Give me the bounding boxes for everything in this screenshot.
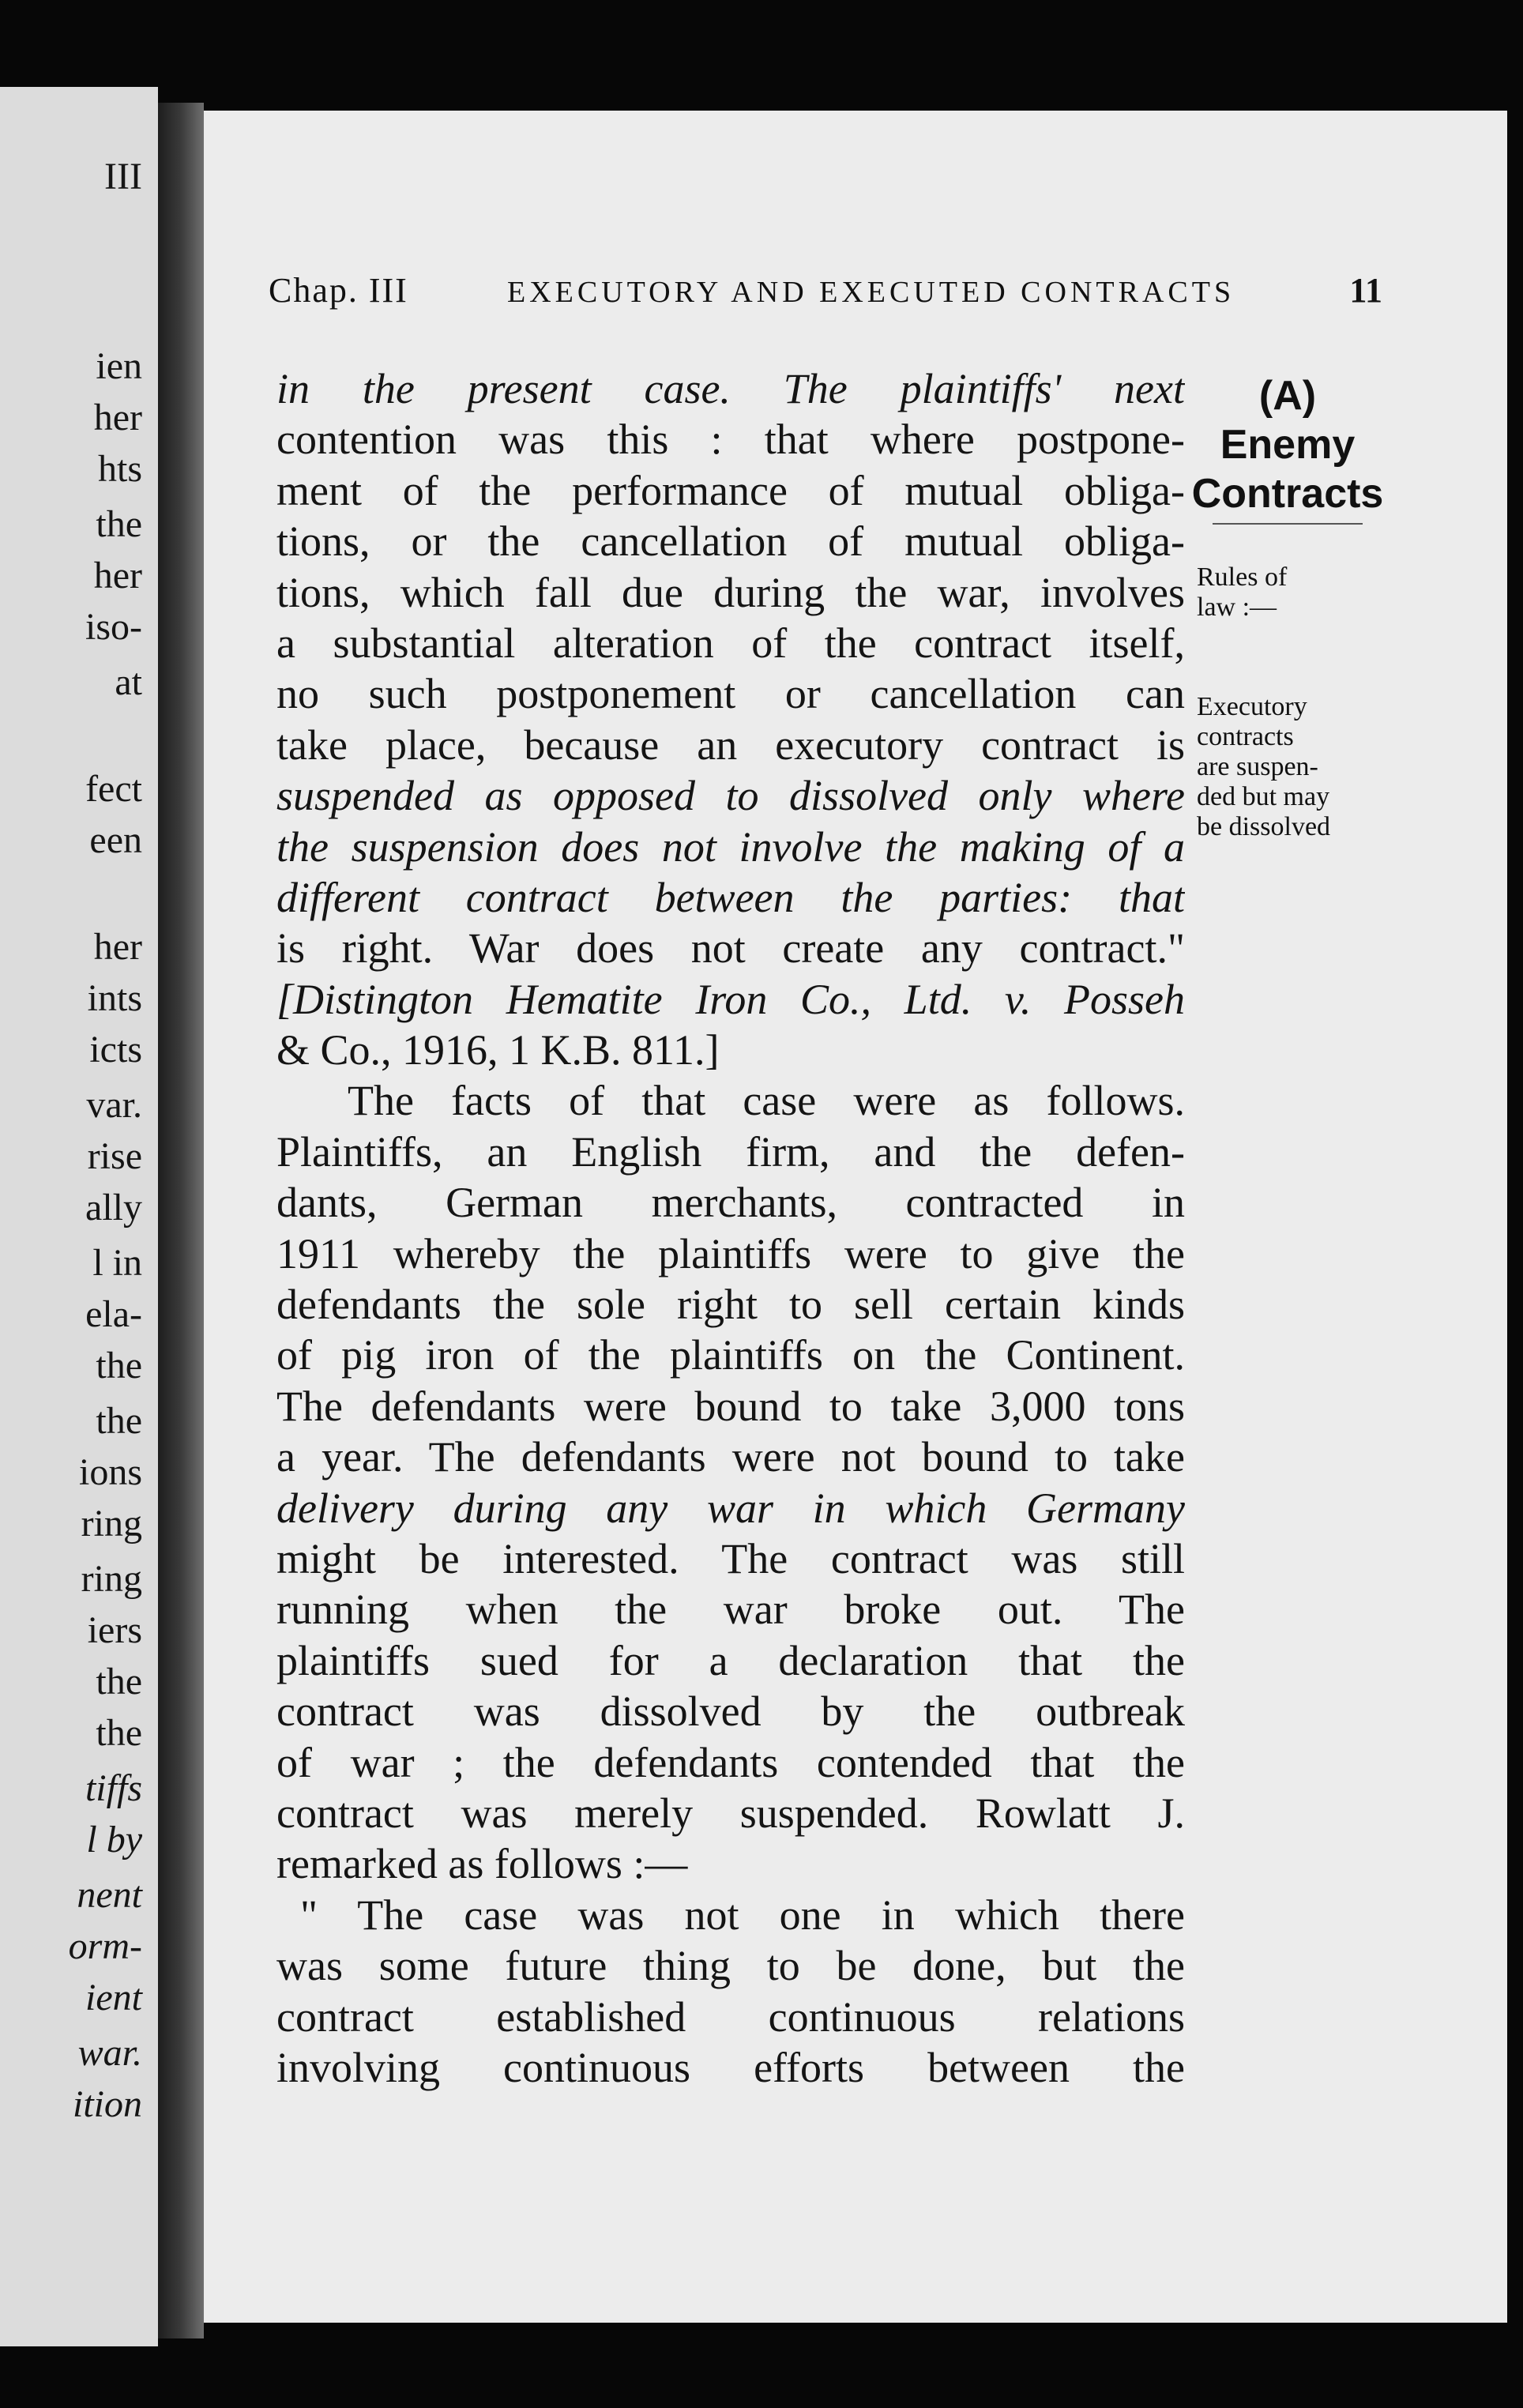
body-line: The defendants were bound to take 3,000 tons: [276, 1382, 1185, 1430]
section-heading: [1189, 371, 1386, 518]
left-page-text-fragment: ition: [72, 2083, 142, 2125]
left-page-text-fragment: the: [96, 1400, 142, 1442]
body-line: plaintiffs sued for a declaration that the: [276, 1636, 1185, 1684]
sidenote-line: be dissolved: [1197, 812, 1331, 841]
chapter-label: Chap. III: [269, 271, 408, 310]
body-line: suspended as opposed to dissolved only where: [276, 772, 1185, 820]
left-page-text-fragment: her: [93, 555, 142, 596]
body-line: is right. War does not create any contract.": [276, 924, 1185, 973]
body-line: a year. The defendants were not bound to take: [276, 1433, 1185, 1481]
body-line: Plaintiffs, an English firm, and the defen-: [276, 1127, 1185, 1176]
left-page-text-fragment: iers: [87, 1609, 142, 1651]
sidenote-line: ded but may: [1197, 782, 1330, 811]
sidenote-line: contracts: [1197, 722, 1294, 751]
left-page-text-fragment: the: [96, 1345, 142, 1386]
body-line: running when the war broke out. The: [276, 1586, 1185, 1634]
left-page-text-fragment: ions: [78, 1451, 142, 1493]
body-line: a substantial alteration of the contract itself,: [276, 619, 1185, 667]
body-line: contention was this : that where postpone-: [276, 416, 1185, 464]
section-title-line: Contracts: [1191, 471, 1384, 517]
body-line: no such postponement or cancellation can: [276, 670, 1185, 718]
left-page-text-fragment: ien: [96, 345, 142, 387]
body-line: different contract between the parties: that: [276, 873, 1185, 921]
page-header: [261, 270, 1382, 318]
body-line: contract was dissolved by the outbreak: [276, 1687, 1185, 1736]
body-line: tions, which fall due during the war, involves: [276, 568, 1185, 616]
left-page-text-fragment: the: [96, 503, 142, 545]
sidenote-divider: [1213, 523, 1363, 525]
section-letter: (A): [1258, 373, 1317, 419]
left-page-text-fragment: l by: [86, 1819, 142, 1861]
left-page-text-fragment: war.: [77, 2032, 142, 2074]
left-page-text-fragment: tiffs: [85, 1767, 142, 1809]
body-line: contract was merely suspended. Rowlatt J.: [276, 1789, 1185, 1837]
body-line: " The case was not one in which there: [300, 1891, 1185, 1939]
body-line: delivery during any war in which Germany: [276, 1484, 1185, 1532]
body-line: take place, because an executory contract is: [276, 721, 1185, 769]
body-line: The facts of that case were as follows.: [348, 1077, 1185, 1125]
body-line: involving continuous efforts between the: [276, 2043, 1185, 2091]
body-line: & Co., 1916, 1 K.B. 811.]: [276, 1026, 720, 1074]
section-title-line: Enemy: [1220, 422, 1356, 468]
left-page-text-fragment: orm-: [68, 1925, 142, 1967]
left-page-text-fragment: her: [93, 926, 142, 968]
left-page-text-fragment: een: [89, 819, 142, 861]
running-title: EXECUTORY AND EXECUTED CONTRACTS: [507, 276, 1235, 309]
body-line: contract established continuous relations: [276, 1992, 1185, 2041]
body-line: the suspension does not involve the making of a: [276, 822, 1185, 871]
left-page-text-fragment: at: [115, 661, 142, 703]
body-line: of war ; the defendants contended that the: [276, 1738, 1185, 1786]
sidenote-executory: [1189, 692, 1386, 842]
sidenote-line: are suspen-: [1197, 752, 1318, 781]
left-page-text-fragment: l in: [92, 1242, 142, 1284]
body-line: tions, or the cancellation of mutual obliga-: [276, 517, 1185, 566]
body-line: dants, German merchants, contracted in: [276, 1179, 1185, 1227]
left-page-text-fragment: icts: [89, 1029, 142, 1070]
left-page-text-fragment: the: [96, 1712, 142, 1754]
left-page-text-fragment: iso-: [85, 606, 142, 648]
sidenote-line: law :—: [1197, 593, 1277, 622]
book-gutter: [158, 103, 204, 2338]
left-page-text-fragment: ient: [85, 1977, 142, 2019]
body-line: [Distington Hematite Iron Co., Ltd. v. Posseh: [276, 975, 1185, 1023]
marginal-notes: [1189, 371, 1386, 842]
sidenote-rules-of-law: [1189, 562, 1386, 623]
left-page-text-fragment: hts: [97, 448, 142, 490]
sidenote-line: Rules of: [1197, 562, 1288, 592]
left-page-text-fragment: ints: [87, 977, 142, 1019]
body-line: defendants the sole right to sell certain kinds: [276, 1281, 1185, 1329]
body-line: in the present case. The plaintiffs' next: [276, 365, 1185, 412]
left-page-text-fragment: nent: [77, 1874, 142, 1916]
body-line: might be interested. The contract was still: [276, 1534, 1185, 1582]
body-text: [276, 363, 1185, 2093]
body-line: ment of the performance of mutual obliga-: [276, 466, 1185, 514]
body-line: remarked as follows :—: [276, 1840, 688, 1888]
left-page-text-fragment: the: [96, 1661, 142, 1703]
body-line: 1911 whereby the plaintiffs were to give the: [276, 1229, 1185, 1277]
body-line: was some future thing to be done, but the: [276, 1942, 1185, 1990]
left-page-text-fragment: ring: [81, 1503, 142, 1545]
page-number: 11: [1349, 271, 1382, 310]
left-page-text-fragment: var.: [86, 1084, 142, 1126]
left-page-text-fragment: rise: [87, 1135, 142, 1177]
left-page-text-fragment: fect: [85, 768, 142, 810]
left-page-text-fragment: ela-: [85, 1293, 142, 1335]
sidenote-line: Executory: [1197, 692, 1307, 721]
left-page-text-fragment: ring: [81, 1558, 142, 1600]
left-page-text-fragment: her: [93, 397, 142, 438]
left-page-text-fragment: ally: [85, 1187, 142, 1228]
body-line: of pig iron of the plaintiffs on the Continent.: [276, 1331, 1185, 1379]
left-page-fragment: [0, 87, 158, 2346]
left-page-text-fragment: III: [104, 156, 142, 198]
